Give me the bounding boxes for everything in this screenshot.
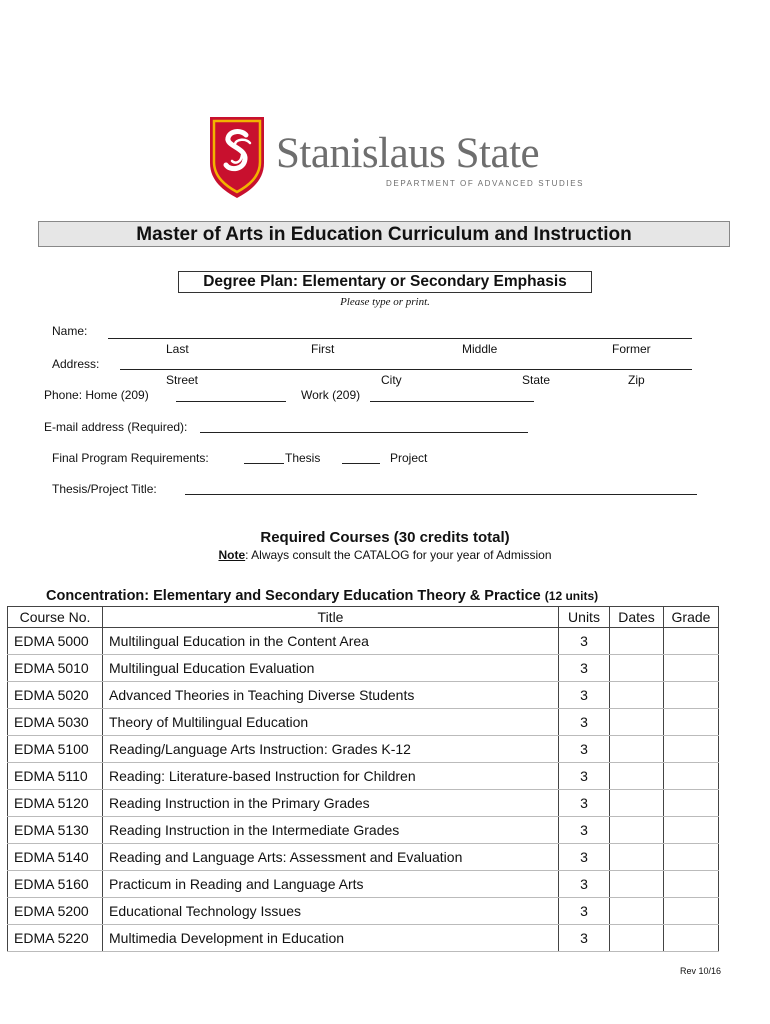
logo-wordmark: Stanislaus State: [276, 130, 540, 177]
table-row: [8, 655, 719, 682]
course-title-cell: Multilingual Education in the Content Area: [103, 628, 559, 655]
course-title-cell: Reading: Literature-based Instruction for Children: [103, 763, 559, 790]
course-grade-cell[interactable]: [664, 682, 719, 709]
shield-icon: [208, 113, 266, 199]
logo-department: DEPARTMENT OF ADVANCED STUDIES: [386, 179, 585, 188]
course-title-cell: Reading Instruction in the Intermediate Grades: [103, 817, 559, 844]
course-number-cell: EDMA 5140: [8, 844, 103, 871]
phone-work-field[interactable]: [370, 401, 534, 402]
address-label: Address:: [52, 357, 100, 371]
course-units-cell: 3: [559, 817, 610, 844]
course-number-cell: EDMA 5130: [8, 817, 103, 844]
note-label: Note: [218, 548, 246, 562]
course-units-cell: 3: [559, 844, 610, 871]
email-label: E-mail address (Required):: [44, 420, 188, 434]
table-row: [8, 763, 719, 790]
course-dates-cell[interactable]: [610, 871, 664, 898]
address-street-label: Street: [166, 373, 199, 387]
table-row: [8, 817, 719, 844]
course-number-cell: EDMA 5010: [8, 655, 103, 682]
phone-home-label: Phone: Home (209): [44, 388, 149, 402]
project-checkbox-line[interactable]: [342, 463, 380, 464]
course-number-cell: EDMA 5000: [8, 628, 103, 655]
course-dates-cell[interactable]: [610, 736, 664, 763]
course-number-cell: EDMA 5120: [8, 790, 103, 817]
course-units-cell: 3: [559, 709, 610, 736]
header-units: Units: [559, 607, 610, 628]
instruction-text: Please type or print.: [340, 296, 430, 308]
header-course-no: Course No.: [8, 607, 103, 628]
course-units-cell: 3: [559, 736, 610, 763]
header-grade: Grade: [664, 607, 719, 628]
course-grade-cell[interactable]: [664, 871, 719, 898]
course-title-cell: Theory of Multilingual Education: [103, 709, 559, 736]
page-title: Master of Arts in Education Curriculum and Instruction: [38, 221, 730, 247]
university-logo: [208, 113, 585, 203]
course-units-cell: 3: [559, 925, 610, 952]
phone-home-field[interactable]: [176, 401, 286, 402]
name-first-label: First: [311, 342, 335, 356]
course-grade-cell[interactable]: [664, 898, 719, 925]
name-middle-label: Middle: [462, 342, 498, 356]
address-field[interactable]: [120, 369, 692, 370]
course-dates-cell[interactable]: [610, 898, 664, 925]
course-units-cell: 3: [559, 871, 610, 898]
note-text: : Always consult the CATALOG for your year of Admission: [245, 548, 552, 562]
course-dates-cell[interactable]: [610, 655, 664, 682]
name-label: Name:: [52, 324, 88, 338]
course-units-cell: 3: [559, 763, 610, 790]
table-row: [8, 709, 719, 736]
address-state-label: State: [522, 373, 551, 387]
course-units-cell: 3: [559, 898, 610, 925]
course-grade-cell[interactable]: [664, 709, 719, 736]
course-units-cell: 3: [559, 790, 610, 817]
course-units-cell: 3: [559, 682, 610, 709]
course-units-cell: 3: [559, 628, 610, 655]
course-dates-cell[interactable]: [610, 817, 664, 844]
catalog-note: [0, 548, 770, 562]
courses-table: [7, 606, 719, 952]
table-row: [8, 628, 719, 655]
course-number-cell: EDMA 5030: [8, 709, 103, 736]
thesis-title-label: Thesis/Project Title:: [52, 482, 157, 496]
degree-plan-heading: Degree Plan: Elementary or Secondary Emphasis: [178, 271, 592, 293]
revision-label: Rev 10/16: [680, 966, 722, 976]
course-grade-cell[interactable]: [664, 844, 719, 871]
course-units-cell: 3: [559, 655, 610, 682]
course-grade-cell[interactable]: [664, 925, 719, 952]
table-row: [8, 898, 719, 925]
course-grade-cell[interactable]: [664, 817, 719, 844]
thesis-title-field[interactable]: [185, 494, 697, 495]
table-row: [8, 925, 719, 952]
table-row: [8, 682, 719, 709]
course-title-cell: Educational Technology Issues: [103, 898, 559, 925]
course-dates-cell[interactable]: [610, 844, 664, 871]
course-dates-cell[interactable]: [610, 628, 664, 655]
course-dates-cell[interactable]: [610, 709, 664, 736]
table-row: [8, 790, 719, 817]
course-dates-cell[interactable]: [610, 925, 664, 952]
email-field[interactable]: [200, 432, 528, 433]
header-dates: Dates: [610, 607, 664, 628]
course-title-cell: Multimedia Development in Education: [103, 925, 559, 952]
phone-work-label: Work (209): [301, 388, 361, 402]
concentration-units: (12 units): [544, 589, 599, 603]
course-dates-cell[interactable]: [610, 763, 664, 790]
thesis-label: Thesis: [285, 451, 321, 465]
final-requirements-label: Final Program Requirements:: [52, 451, 209, 465]
thesis-checkbox-line[interactable]: [244, 463, 284, 464]
course-grade-cell[interactable]: [664, 736, 719, 763]
required-courses-heading: Required Courses (30 credits total): [260, 529, 510, 546]
table-row: [8, 844, 719, 871]
course-dates-cell[interactable]: [610, 790, 664, 817]
table-row: [8, 736, 719, 763]
name-former-label: Former: [612, 342, 651, 356]
course-number-cell: EDMA 5200: [8, 898, 103, 925]
project-label: Project: [390, 451, 428, 465]
address-city-label: City: [381, 373, 402, 387]
course-number-cell: EDMA 5220: [8, 925, 103, 952]
header-title: Title: [103, 607, 559, 628]
course-grade-cell[interactable]: [664, 655, 719, 682]
course-grade-cell[interactable]: [664, 628, 719, 655]
name-field[interactable]: [108, 338, 692, 339]
concentration-title: Concentration: Elementary and Secondary Education Theory & Practice: [46, 588, 541, 604]
course-grade-cell[interactable]: [664, 763, 719, 790]
course-title-cell: Reading Instruction in the Primary Grades: [103, 790, 559, 817]
course-number-cell: EDMA 5160: [8, 871, 103, 898]
course-dates-cell[interactable]: [610, 682, 664, 709]
table-header-row: [8, 607, 719, 628]
course-number-cell: EDMA 5110: [8, 763, 103, 790]
course-title-cell: Practicum in Reading and Language Arts: [103, 871, 559, 898]
concentration-heading: [46, 588, 598, 604]
course-title-cell: Reading and Language Arts: Assessment and Evaluation: [103, 844, 559, 871]
table-row: [8, 871, 719, 898]
name-last-label: Last: [166, 342, 189, 356]
address-zip-label: Zip: [628, 373, 645, 387]
course-title-cell: Advanced Theories in Teaching Diverse Students: [103, 682, 559, 709]
course-number-cell: EDMA 5020: [8, 682, 103, 709]
course-number-cell: EDMA 5100: [8, 736, 103, 763]
course-title-cell: Reading/Language Arts Instruction: Grades K-12: [103, 736, 559, 763]
course-title-cell: Multilingual Education Evaluation: [103, 655, 559, 682]
course-grade-cell[interactable]: [664, 790, 719, 817]
